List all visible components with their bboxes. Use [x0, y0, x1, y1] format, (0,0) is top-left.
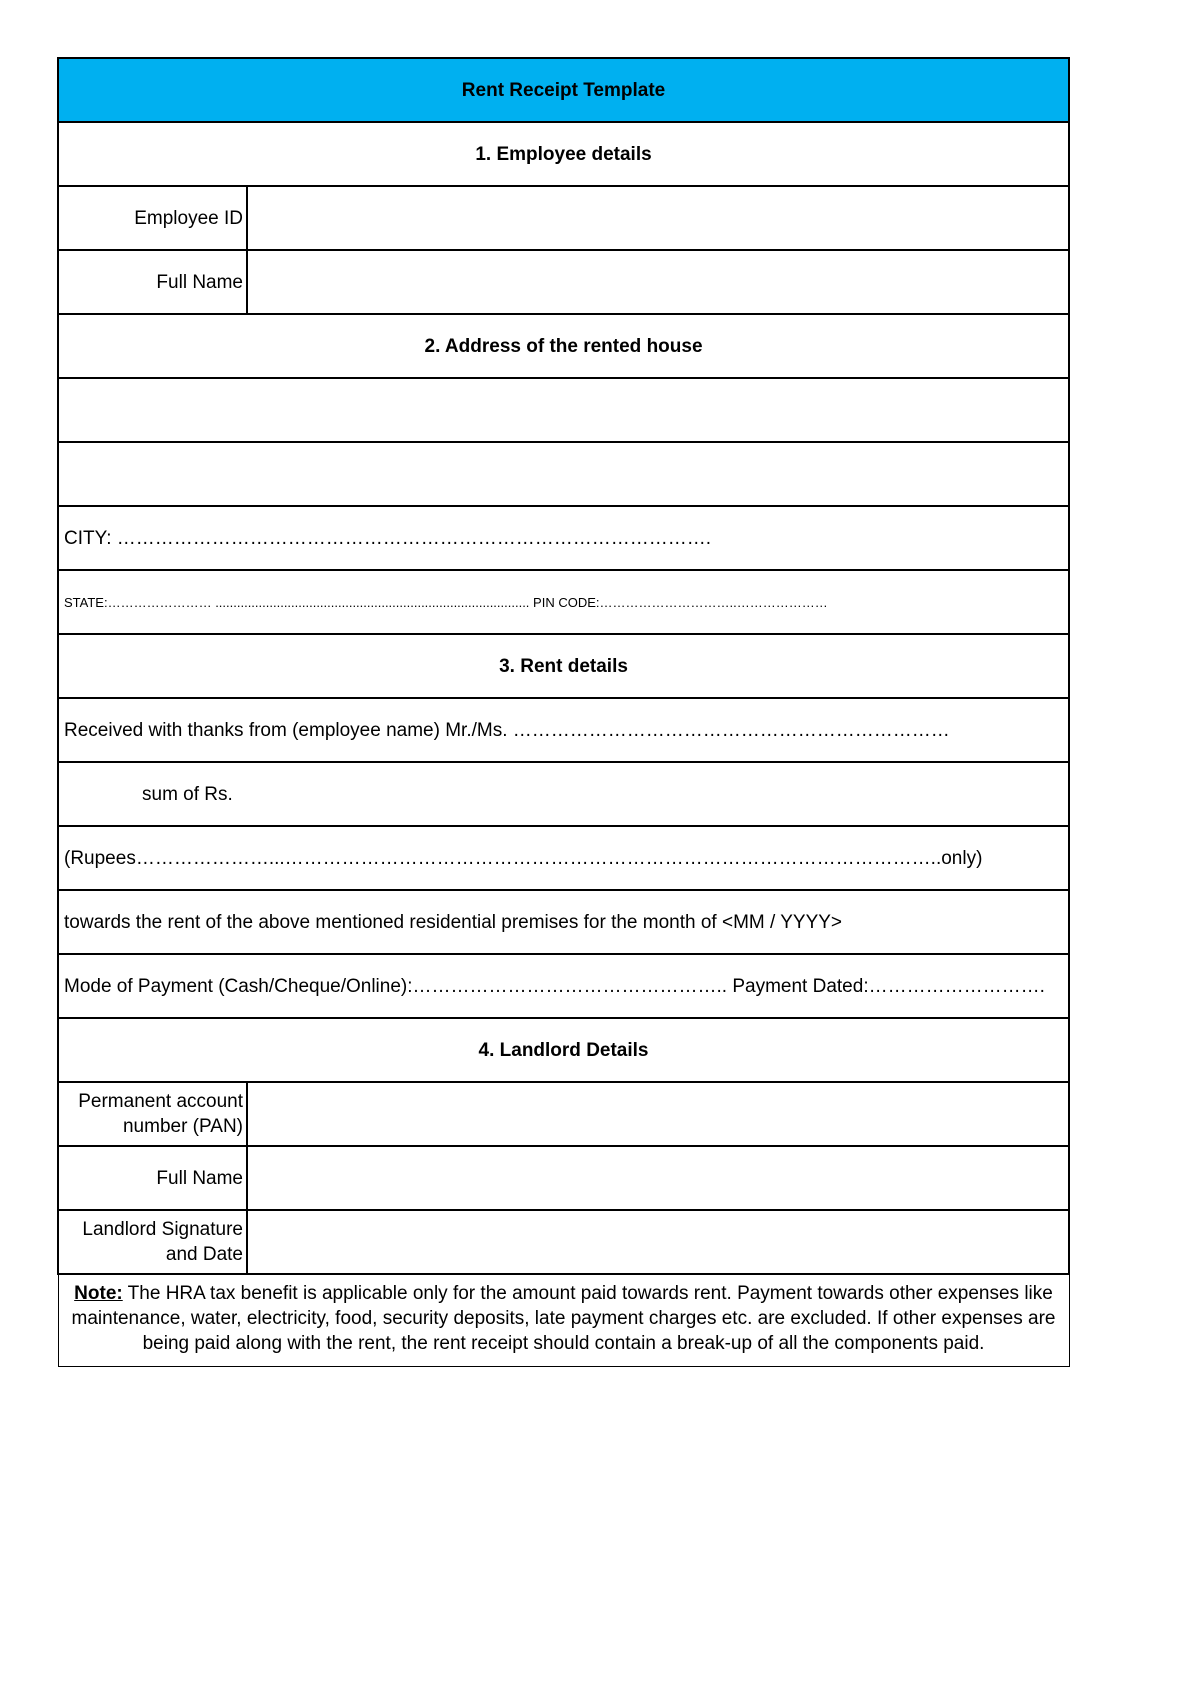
employee-id-field[interactable] — [247, 186, 1069, 250]
landlord-name-label: Full Name — [58, 1146, 247, 1210]
form-title: Rent Receipt Template — [58, 58, 1069, 122]
landlord-signature-field[interactable] — [247, 1210, 1069, 1274]
address-line-2-field[interactable] — [58, 442, 1069, 506]
state-label: STATE: — [64, 594, 108, 610]
employee-name-field[interactable] — [247, 250, 1069, 314]
pin-code-label: PIN CODE: — [533, 594, 600, 610]
city-dots: …………………………………………………………………………………. — [116, 527, 712, 549]
landlord-pan-label — [58, 1082, 247, 1146]
landlord-pan-label-line-2: number (PAN) — [122, 1116, 243, 1137]
landlord-pan-field[interactable] — [247, 1082, 1069, 1146]
received-from-label: Received with thanks from (employee name) Mr./Ms. — [64, 719, 508, 741]
state-pin-field[interactable] — [58, 570, 1069, 634]
rent-month-field[interactable] — [58, 890, 1069, 954]
payment-mode-dots: ………………………………………….. — [412, 975, 728, 997]
city-field[interactable] — [58, 506, 1069, 570]
landlord-name-field[interactable] — [247, 1146, 1069, 1210]
landlord-signature-label-line-1: Landlord Signature — [82, 1219, 243, 1240]
rupees-in-words-field[interactable] — [58, 826, 1069, 890]
received-from-dots: …………………………………………………………… — [512, 719, 950, 741]
received-from-field[interactable] — [58, 698, 1069, 762]
sum-field[interactable] — [58, 762, 1069, 826]
hra-note — [58, 1274, 1069, 1367]
payment-dated-label: Payment Dated: — [732, 975, 869, 997]
employee-name-label: Full Name — [58, 250, 247, 314]
section-heading-address: 2. Address of the rented house — [58, 314, 1069, 378]
landlord-signature-label-line-2: and Date — [165, 1244, 243, 1265]
landlord-signature-label — [58, 1210, 247, 1274]
city-label: CITY: — [64, 527, 112, 549]
section-heading-rent: 3. Rent details — [58, 634, 1069, 698]
sum-label: sum of Rs. — [142, 783, 233, 805]
rent-month-label: towards the rent of the above mentioned residential premises for the month of <MM / YYYY> — [64, 911, 843, 933]
payment-mode-label: Mode of Payment (Cash/Cheque/Online): — [64, 975, 413, 997]
rupees-dots: …………………...………………………………………………………………………………………….. — [135, 847, 942, 869]
rent-receipt-form — [57, 57, 1070, 1367]
note-label: Note: — [74, 1283, 123, 1304]
section-heading-employee: 1. Employee details — [58, 122, 1069, 186]
address-line-1-field[interactable] — [58, 378, 1069, 442]
landlord-pan-label-line-1: Permanent account — [78, 1091, 243, 1112]
note-text: The HRA tax benefit is applicable only for the amount paid towards rent. Payment towards other expenses like maintenance, water, electricity, food, security deposits, late payment charges etc. are excluded. If other expenses are being paid along with the rent, the rent receipt should contain a break-up of all the components paid. — [71, 1283, 1056, 1354]
state-dots: …………………… ....................................................................................... — [107, 594, 530, 610]
pin-code-dots: …………………………..………………… — [599, 594, 828, 610]
employee-id-label: Employee ID — [58, 186, 247, 250]
payment-mode-field[interactable] — [58, 954, 1069, 1018]
section-heading-landlord: 4. Landlord Details — [58, 1018, 1069, 1082]
payment-dated-dots: ………………………. — [868, 975, 1045, 997]
rupees-label: (Rupees — [64, 847, 136, 869]
rupees-only-label: only) — [941, 847, 983, 869]
